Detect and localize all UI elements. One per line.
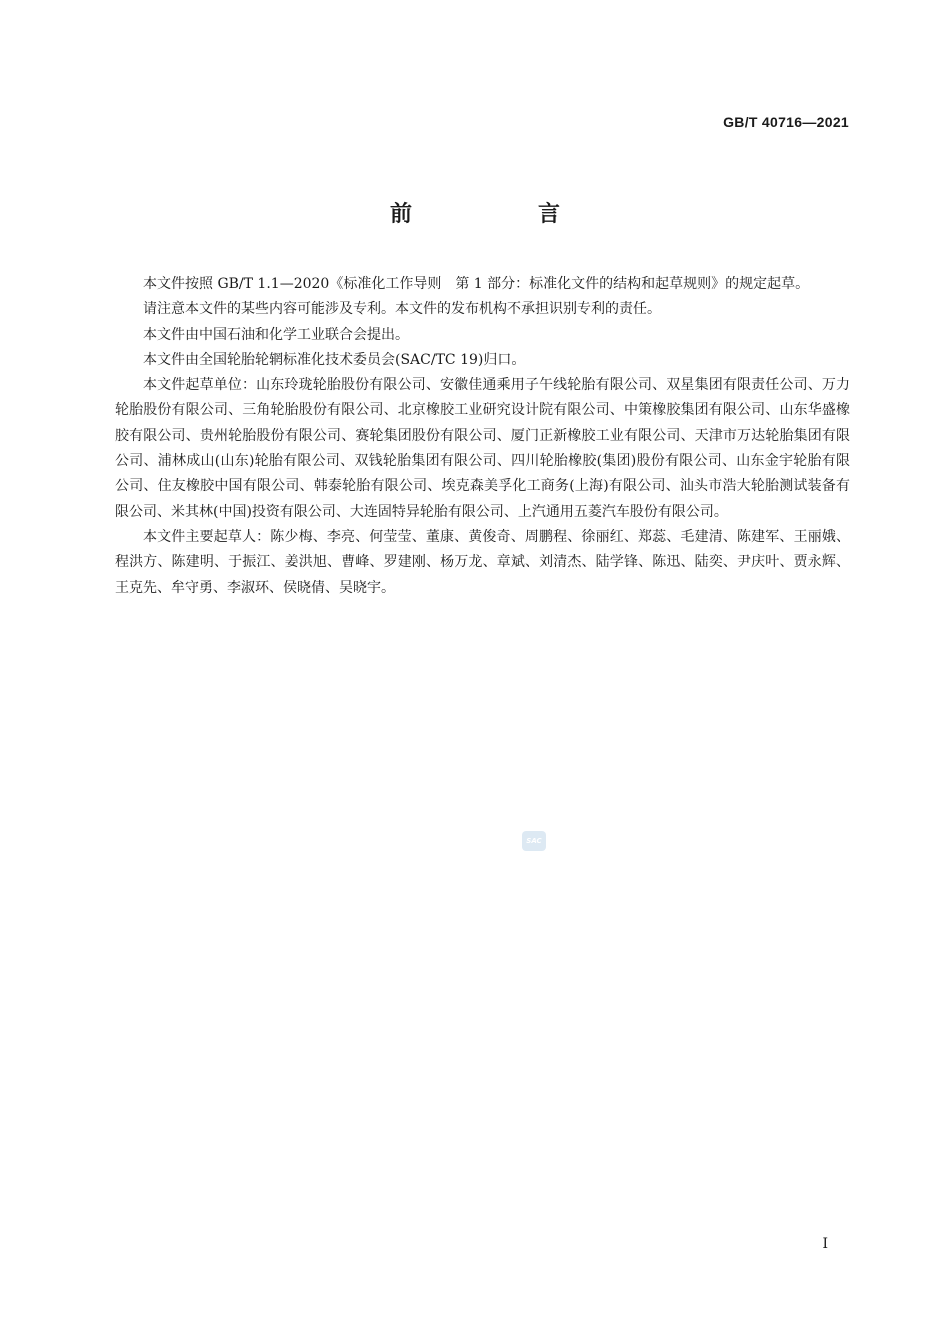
paragraph-drafters: 本文件主要起草人：陈少梅、李亮、何莹莹、董康、黄俊奇、周鹏程、徐丽红、郑蕊、毛建清、陈建军、王丽娥、程洪方、陈建明、于振江、姜洪旭、曹峰、罗建刚、杨万龙、章斌、刘清杰、陆学锋、陈迅、陆奕、尹庆叶、贾永辉、王克先、牟守勇、李淑环、侯晓倩、吴晓宇。 [115, 528, 850, 596]
paragraph-drafting-units: 本文件起草单位：山东玲珑轮胎股份有限公司、安徽佳通乘用子午线轮胎有限公司、双星集团有限责任公司、万力轮胎股份有限公司、三角轮胎股份有限公司、北京橡胶工业研究设计院有限公司、中策橡胶集团有限公司、山东华盛橡胶有限公司、贵州轮胎股份有限公司、赛轮集团股份有限公司、厦门正新橡胶工业有限公司、天津市万达轮胎集团有限公司、浦林成山(山东)轮胎有限公司、双钱轮胎集团有限公司、四川轮胎橡胶(集团)股份有限公司、山东金宇轮胎有限公司、住友橡胶中国有限公司、韩泰轮胎有限公司、埃克森美孚化工商务(上海)有限公司、汕头市浩大轮胎测试装备有限公司、米其林(中国)投资有限公司、大连固特异轮胎有限公司、上汽通用五菱汽车股份有限公司。 [115, 377, 850, 520]
paragraph-patent-notice: 请注意本文件的某些内容可能涉及专利。本文件的发布机构不承担识别专利的责任。 [143, 301, 661, 318]
sac-watermark-logo: SAC [522, 831, 546, 851]
page-number: I [822, 1236, 828, 1252]
paragraph-committee: 本文件由全国轮胎轮辋标准化技术委员会(SAC/TC 19)归口。 [143, 351, 526, 368]
page-title: 前 言 [389, 202, 612, 227]
standard-code: GB/T 40716—2021 [723, 114, 849, 130]
foreword-body [115, 272, 850, 601]
paragraph-proposer: 本文件由中国石油和化学工业联合会提出。 [143, 326, 409, 343]
paragraph-drafting-rules: 本文件按照 GB/T 1.1—2020《标准化工作导则 第 1 部分：标准化文件的结构和起草规则》的规定起草。 [143, 276, 810, 292]
